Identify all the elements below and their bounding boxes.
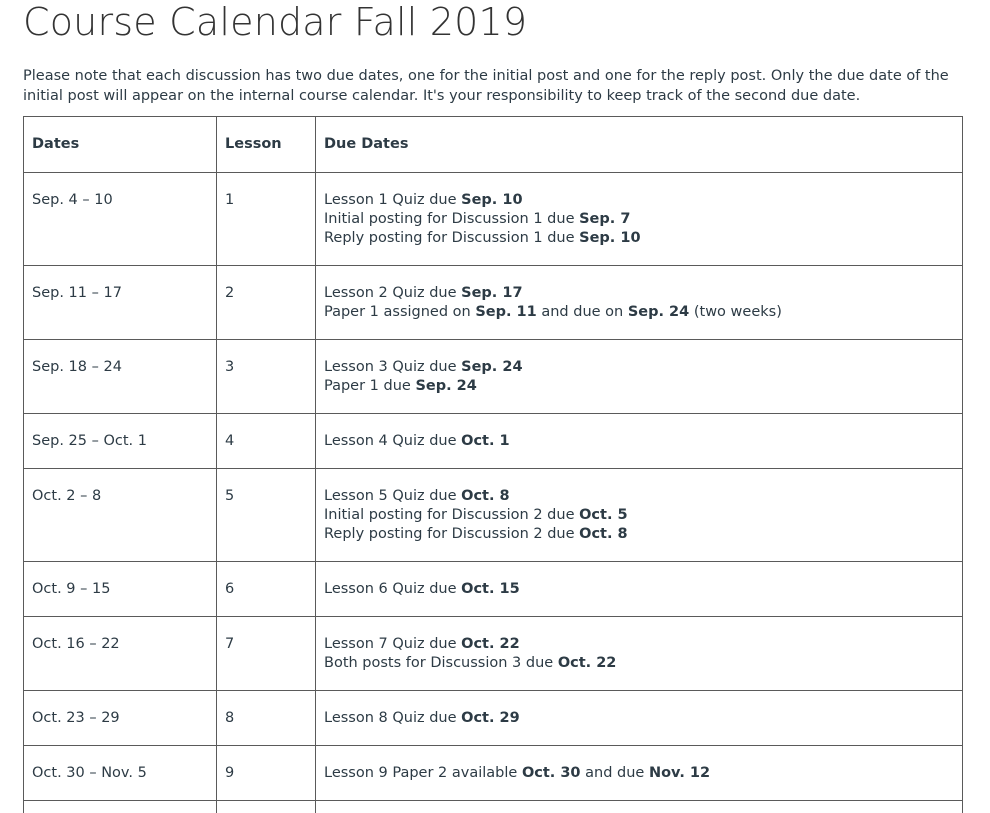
calendar-note: Please note that each discussion has two due dates, one for the initial post and one for the reply post. Only the due date of the initial post will appear on the internal course calendar. It's your responsibility to keep track of the second due date. <box>23 68 949 104</box>
table-row <box>24 266 963 340</box>
cell-dates: Sep. 25 – Oct. 1 <box>24 414 217 469</box>
cell-dates <box>24 801 217 813</box>
page-title: Course Calendar Fall 2019 <box>23 0 528 44</box>
due-date: Sep. 24 <box>461 359 523 375</box>
due-line <box>324 358 954 377</box>
cell-dates: Oct. 23 – 29 <box>24 691 217 746</box>
cell-dates: Oct. 16 – 22 <box>24 617 217 691</box>
cell-dates: Oct. 30 – Nov. 5 <box>24 746 217 801</box>
header-lesson: Lesson <box>217 117 316 173</box>
cell-lesson: 4 <box>217 414 316 469</box>
due-text: and due on <box>536 304 628 320</box>
cell-due-dates <box>316 746 963 801</box>
due-text: Lesson 3 Quiz due <box>324 359 462 375</box>
due-line <box>324 432 954 451</box>
due-line <box>324 654 954 673</box>
table-row <box>24 414 963 469</box>
cell-dates: Sep. 11 – 17 <box>24 266 217 340</box>
table-header-row <box>24 117 963 173</box>
due-date: Oct. 22 <box>557 655 617 671</box>
due-line <box>324 191 954 210</box>
table-row <box>24 801 963 813</box>
cell-lesson: 8 <box>217 691 316 746</box>
due-text: Lesson 4 Quiz due <box>324 433 462 449</box>
cell-due-dates <box>316 414 963 469</box>
due-line <box>324 210 954 229</box>
due-line <box>324 487 954 506</box>
due-date: Sep. 24 <box>415 378 477 394</box>
cell-due-dates <box>316 562 963 617</box>
due-date: Nov. 12 <box>648 765 711 781</box>
cell-due-dates <box>316 469 963 562</box>
table-row <box>24 617 963 691</box>
cell-dates: Sep. 18 – 24 <box>24 340 217 414</box>
cell-due-dates <box>316 801 963 813</box>
due-line <box>324 377 954 396</box>
cell-due-dates <box>316 617 963 691</box>
due-text: Reply posting for Discussion 1 due <box>324 230 580 246</box>
cell-lesson: 1 <box>217 173 316 266</box>
table-row <box>24 746 963 801</box>
course-calendar-table <box>23 116 963 813</box>
due-text: (two weeks) <box>689 304 782 320</box>
due-date: Oct. 22 <box>461 636 520 652</box>
due-text: Reply posting for Discussion 2 due <box>324 526 580 542</box>
due-date: Oct. 15 <box>461 581 520 597</box>
due-text: Lesson 6 Quiz due <box>324 581 462 597</box>
due-text: Paper 1 assigned on <box>324 304 476 320</box>
table-row <box>24 469 963 562</box>
cell-dates: Oct. 9 – 15 <box>24 562 217 617</box>
due-text: Initial posting for Discussion 2 due <box>324 507 580 523</box>
cell-lesson: 6 <box>217 562 316 617</box>
due-date: Oct. 29 <box>461 710 520 726</box>
table-row <box>24 691 963 746</box>
due-line <box>324 580 954 599</box>
cell-lesson: 2 <box>217 266 316 340</box>
due-line <box>324 284 954 303</box>
cell-lesson <box>217 801 316 813</box>
table-row <box>24 562 963 617</box>
due-date: Sep. 24 <box>627 304 690 320</box>
due-date: Sep. 7 <box>579 211 631 227</box>
due-text: Both posts for Discussion 3 due <box>324 655 558 671</box>
due-text: Lesson 7 Quiz due <box>324 636 462 652</box>
due-text: Lesson 8 Quiz due <box>324 710 462 726</box>
due-text: Lesson 9 Paper 2 available <box>324 765 522 781</box>
header-dates: Dates <box>24 117 217 173</box>
cell-lesson: 5 <box>217 469 316 562</box>
due-date: Oct. 8 <box>461 488 510 504</box>
cell-dates: Sep. 4 – 10 <box>24 173 217 266</box>
due-date: Oct. 1 <box>461 433 510 449</box>
due-date: Sep. 11 <box>475 304 537 320</box>
cell-due-dates <box>316 340 963 414</box>
cell-lesson: 3 <box>217 340 316 414</box>
due-date: Sep. 10 <box>461 192 523 208</box>
due-text: Initial posting for Discussion 1 due <box>324 211 580 227</box>
due-date: Oct. 30 <box>521 765 581 781</box>
due-line <box>324 525 954 544</box>
due-text: Paper 1 due <box>324 378 416 394</box>
due-line <box>324 635 954 654</box>
cell-dates: Oct. 2 – 8 <box>24 469 217 562</box>
due-line <box>324 764 954 783</box>
table-body <box>24 173 963 813</box>
due-line <box>324 506 954 525</box>
table-row <box>24 340 963 414</box>
due-line <box>324 709 954 728</box>
due-text: Lesson 5 Quiz due <box>324 488 462 504</box>
due-line <box>324 229 954 248</box>
due-date: Oct. 5 <box>579 507 628 523</box>
cell-lesson: 7 <box>217 617 316 691</box>
due-date: Sep. 10 <box>579 230 641 246</box>
cell-lesson: 9 <box>217 746 316 801</box>
due-line <box>324 303 954 322</box>
cell-due-dates <box>316 691 963 746</box>
cell-due-dates <box>316 173 963 266</box>
due-text: Lesson 2 Quiz due <box>324 285 462 301</box>
due-date: Sep. 17 <box>461 285 523 301</box>
table-row <box>24 173 963 266</box>
cell-due-dates <box>316 266 963 340</box>
due-date: Oct. 8 <box>579 526 628 542</box>
header-due-dates: Due Dates <box>316 117 963 173</box>
due-text: Lesson 1 Quiz due <box>324 192 462 208</box>
due-text: and due <box>580 765 649 781</box>
